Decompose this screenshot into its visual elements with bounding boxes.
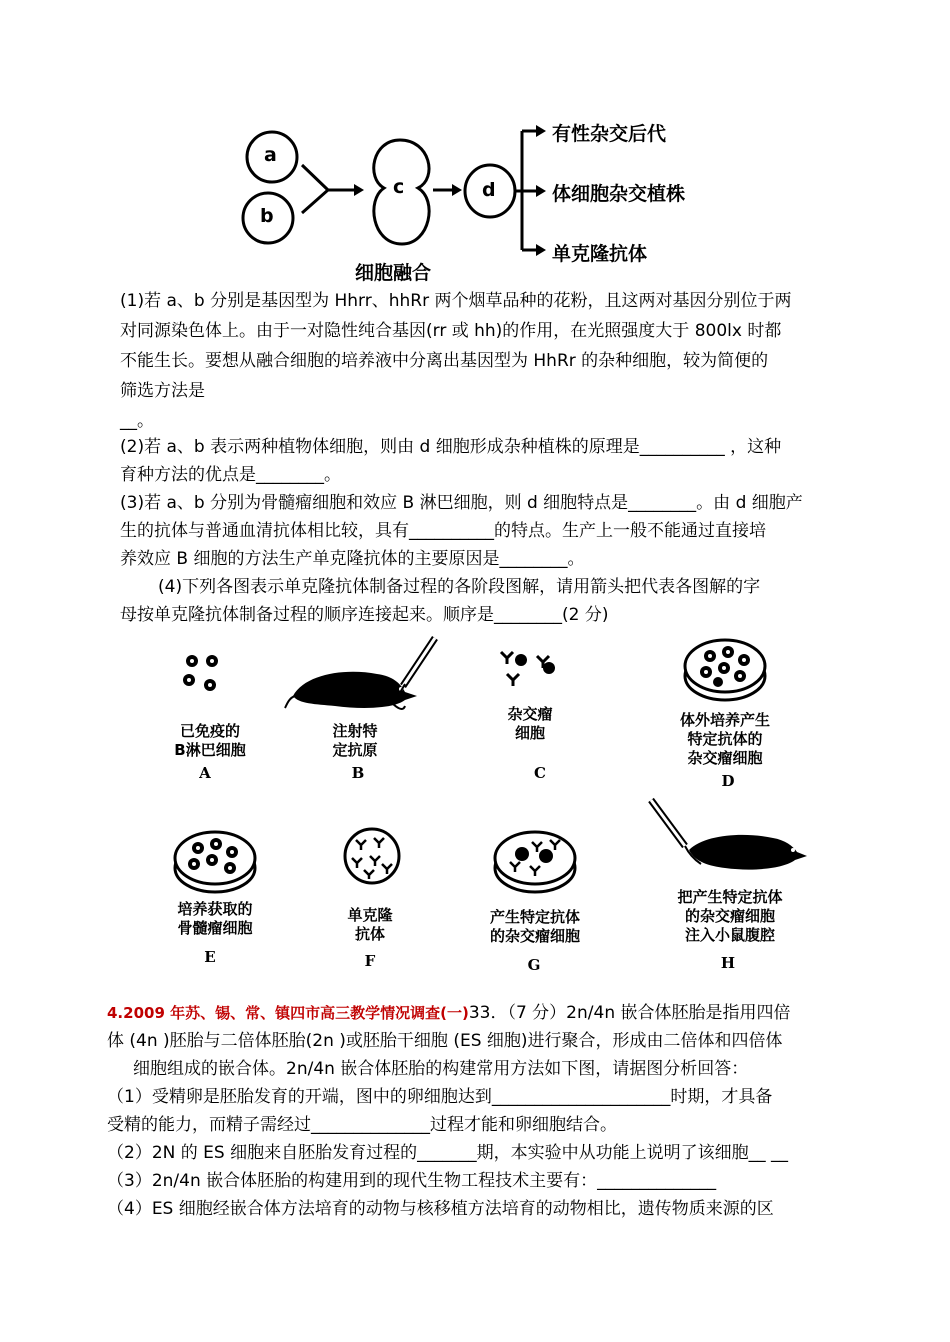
outcome-monoclonal-antibody: 单克隆抗体	[552, 243, 648, 265]
q1-line-3: 不能生长。要想从融合细胞的培养液中分离出基因型为 HhRr 的杂种细胞，较为简便的	[120, 351, 769, 371]
q33-line-3: 细胞组成的嵌合体。2n/4n 嵌合体胚胎的构建常用方法如下图，请据图分析回答：	[133, 1059, 749, 1079]
fusion-arrow	[302, 165, 360, 213]
q4-line-2: 母按单克隆抗体制备过程的顺序连接起来。顺序是________(2 分)	[120, 605, 609, 625]
q33-line-7: （3）2n/4n 嵌合体胚胎的构建用到的现代生物工程技术主要有：______________	[107, 1171, 717, 1191]
q1-line-5: __。	[120, 411, 154, 431]
q1-line-4: 筛选方法是	[120, 381, 205, 401]
panel-c-hybridoma-icon	[497, 648, 567, 688]
cell-a-label: a	[264, 144, 277, 166]
panel-b-mouse-injection-icon	[285, 634, 445, 714]
q33-line-8: （4）ES 细胞经嵌合体方法培育的动物与核移植方法培育的动物相比，遗传物质来源的区	[107, 1199, 774, 1219]
q33-source: 4.2009 年苏、锡、常、镇四市高三教学情况调查(一)	[107, 1004, 469, 1022]
q2-line-2: 育种方法的优点是________。	[120, 465, 341, 485]
panel-f-antibody-icon	[342, 826, 402, 886]
panel-g-hybridoma-dish-icon	[490, 826, 580, 896]
panel-d-letter: D	[721, 772, 735, 790]
panel-d-culture-dish-icon	[680, 634, 770, 704]
q33-line-1	[107, 1002, 791, 1024]
panel-a-letter: A	[199, 764, 211, 782]
cell-d-label: d	[482, 179, 496, 201]
panel-b-letter: B	[351, 764, 365, 782]
panel-f-label: 单克隆 抗体	[347, 906, 393, 943]
cell-fusion-drawing	[0, 0, 950, 290]
q3-line-1: (3)若 a、b 分别为骨髓瘤细胞和效应 B 淋巴细胞，则 d 细胞特点是________。由 d 细胞产	[120, 493, 803, 513]
q33-line-5: 受精的能力，而精子需经过______________过程才能和卵细胞结合。	[107, 1115, 617, 1135]
panel-g-label: 产生特定抗体 的杂交瘤细胞	[489, 908, 580, 945]
q33-line-2: 体 (4n )胚胎与二倍体胚胎(2n )或胚胎干细胞 (ES 细胞)进行聚合，形成由二倍体和四倍体	[107, 1031, 783, 1051]
q1-line-1: (1)若 a、b 分别是基因型为 Hhrr、hhRr 两个烟草品种的花粉，且这两对基因分别位于两	[120, 291, 792, 311]
panel-h-letter: H	[720, 954, 736, 972]
q3-line-2: 生的抗体与普通血清抗体相比较，具有__________的特点。生产上一般不能通过直接培	[120, 521, 766, 541]
panel-c-label: 杂交瘤 细胞	[507, 705, 553, 742]
outcome-somatic-hybrid: 体细胞杂交植株	[552, 183, 686, 205]
q33-line-1-tail: 33．（7 分）2n/4n 嵌合体胚胎是指用四倍	[468, 1003, 791, 1023]
panel-e-label: 培养获取的 骨髓瘤细胞	[177, 900, 253, 937]
q2-line-1: (2)若 a、b 表示两种植物体细胞，则由 d 细胞形成杂种植株的原理是__________ ，这种	[120, 437, 782, 457]
panel-a-cells-icon	[178, 652, 238, 702]
diagram-caption: 细胞融合	[355, 262, 432, 284]
panel-d-label: 体外培养产生 特定抗体的 杂交瘤细胞	[679, 711, 770, 767]
panel-c-letter: C	[534, 764, 546, 782]
q33-line-6: （2）2N 的 ES 细胞来自胚胎发育过程的_______期，本实验中从功能上说明了该细胞__ __	[107, 1143, 788, 1163]
outcome-sexual-hybrid: 有性杂交后代	[552, 123, 667, 145]
panel-f-letter: F	[364, 952, 376, 970]
q33-line-4: （1）受精卵是胚胎发育的开端，图中的卵细胞达到_____________________时期，才具备	[107, 1087, 773, 1107]
panel-b-label: 注射特 定抗原	[332, 722, 378, 759]
panel-a-label: 已免疫的 B淋巴细胞	[174, 722, 246, 759]
cell-b-label: b	[260, 205, 274, 227]
panel-h-label: 把产生特定抗体 的杂交瘤细胞 注入小鼠腹腔	[677, 888, 783, 944]
q3-line-3: 养效应 B 细胞的方法生产单克隆抗体的主要原因是________。	[120, 549, 585, 569]
q4-line-1: (4)下列各图表示单克隆抗体制备过程的各阶段图解，请用箭头把代表各图解的字	[158, 577, 761, 597]
cell-c-label: c	[393, 176, 405, 198]
branch-lines	[515, 131, 522, 250]
panel-h-mouse-injection-icon	[645, 798, 815, 878]
q1-line-2: 对同源染色体上。由于一对隐性纯合基因(rr 或 hh)的作用，在光照强度大于 800lx 时都	[120, 321, 782, 341]
panel-g-letter: G	[527, 956, 541, 974]
panel-e-letter: E	[204, 948, 216, 966]
panel-e-myeloma-dish-icon	[170, 826, 260, 896]
